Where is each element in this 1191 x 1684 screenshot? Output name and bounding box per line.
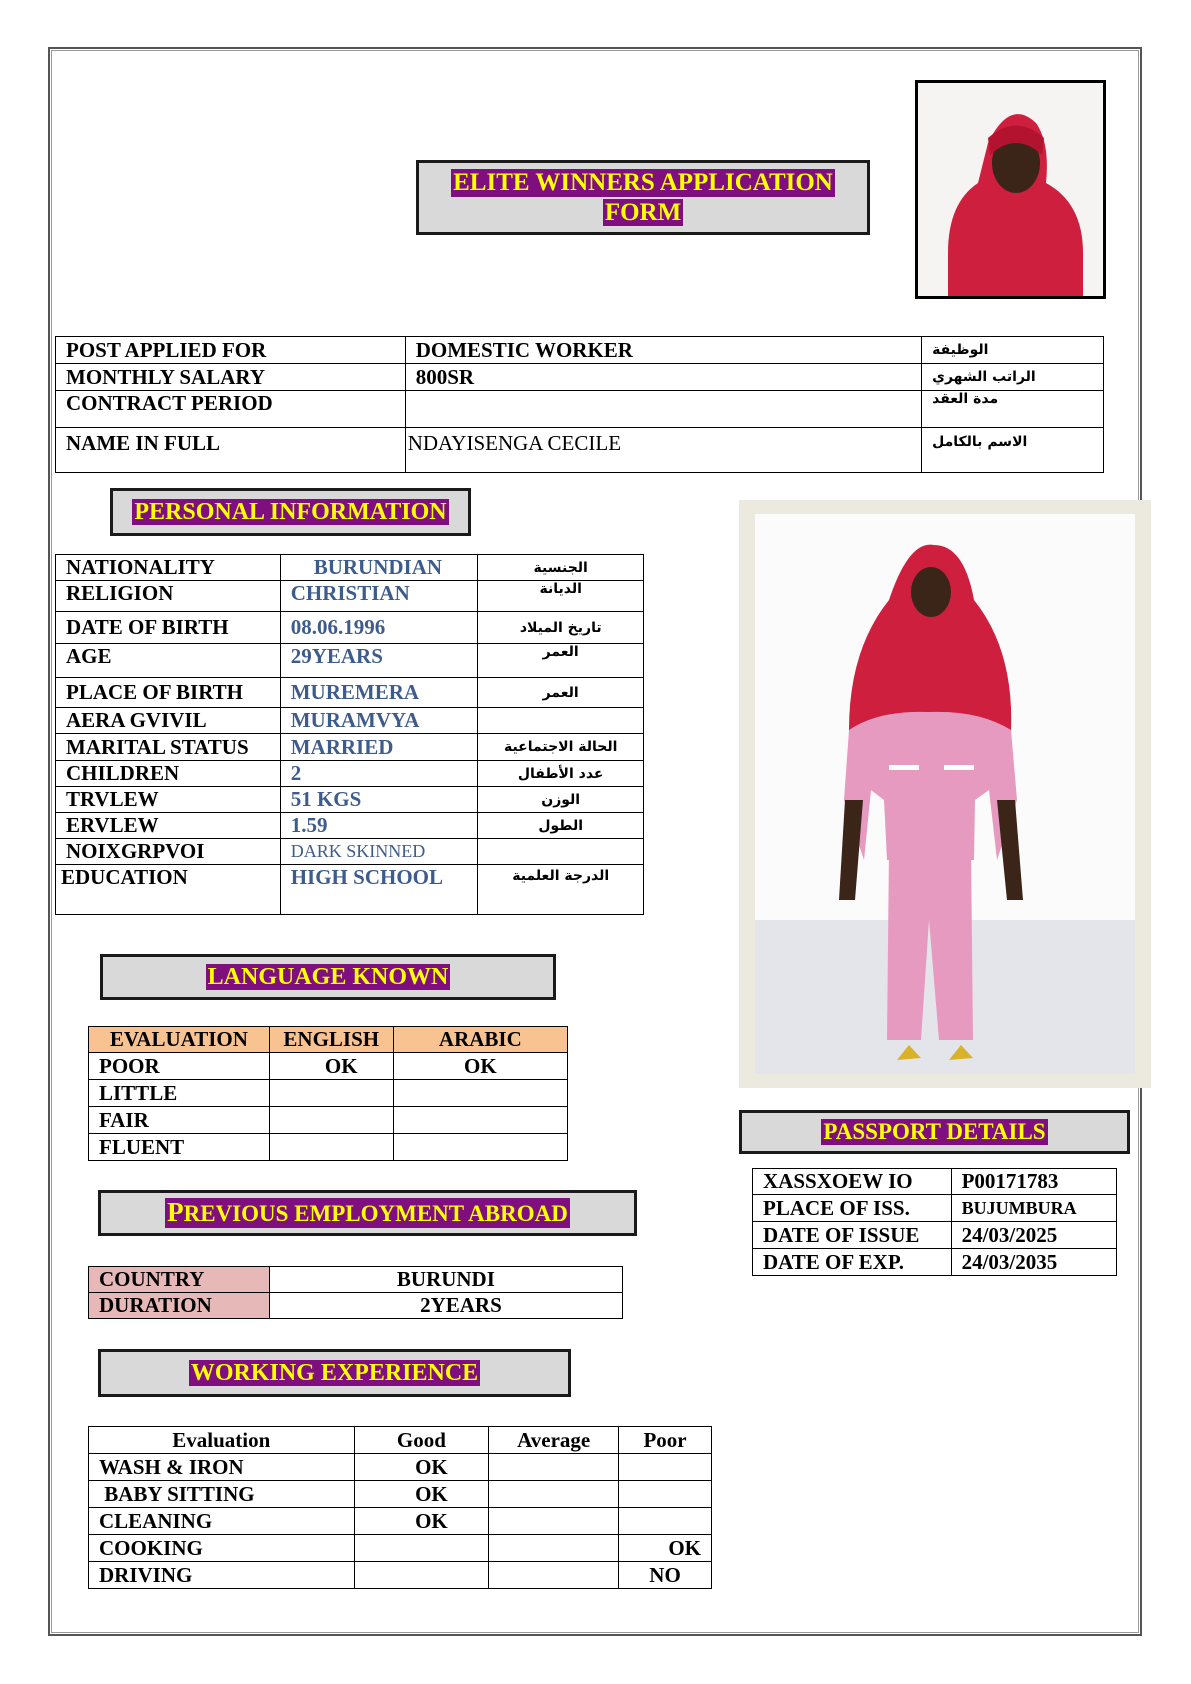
table-row [56, 644, 644, 678]
cell-value [619, 1508, 712, 1535]
cell-arabic [478, 708, 644, 734]
previous-employment-heading-text [165, 1198, 570, 1228]
cell-value: 1.59 [280, 813, 478, 839]
previous-employment-heading [98, 1190, 637, 1236]
table-row [56, 839, 644, 865]
cell-value: 800SR [405, 364, 921, 391]
cell-value: 24/03/2035 [951, 1249, 1116, 1276]
passport-details-heading-text: PASSPORT DETAILS [823, 1119, 1046, 1145]
table-row [56, 612, 644, 644]
cell-value: 51 KGS [280, 787, 478, 813]
cell-value: BUJUMBURA [951, 1195, 1116, 1222]
table-row [56, 708, 644, 734]
cell-label: MONTHLY SALARY [56, 364, 406, 391]
table-row [56, 428, 1104, 473]
cell-label: DATE OF BIRTH [56, 612, 281, 644]
cell-label: NOIXGRPVOI [56, 839, 281, 865]
table-row [89, 1562, 712, 1589]
personal-info-heading-text: PERSONAL INFORMATION [134, 498, 447, 525]
cell-value [393, 1134, 567, 1161]
table-row [89, 1535, 712, 1562]
cell-value [489, 1481, 619, 1508]
cell-label: MARITAL STATUS [56, 734, 281, 761]
cell-label: CONTRACT PERIOD [56, 391, 406, 428]
cell-value: OK [354, 1481, 489, 1508]
table-row [56, 555, 644, 581]
full-body-photo [739, 500, 1151, 1088]
cell-label: FLUENT [89, 1134, 270, 1161]
personal-info-table [55, 554, 644, 915]
cell-label: AGE [56, 644, 281, 678]
header-cell: Average [489, 1427, 619, 1454]
heading-initial: P [167, 1197, 184, 1228]
cell-value: MURAMVYA [280, 708, 478, 734]
cell-value [269, 1134, 393, 1161]
table-row [56, 813, 644, 839]
table-row [56, 761, 644, 787]
cell-arabic: الاسم بالكامل [922, 428, 1104, 473]
cell-arabic: الطول [478, 813, 644, 839]
table-row [753, 1195, 1117, 1222]
cell-label: BABY SITTING [89, 1481, 355, 1508]
cell-label: NATIONALITY [56, 555, 281, 581]
cell-value: 2 [280, 761, 478, 787]
cell-label: ERVLEW [56, 813, 281, 839]
cell-value: HIGH SCHOOL [280, 865, 478, 915]
cell-arabic: الحالة الاجتماعية [478, 734, 644, 761]
cell-value [489, 1562, 619, 1589]
table-row [89, 1508, 712, 1535]
table-row [753, 1222, 1117, 1249]
cell-label: DRIVING [89, 1562, 355, 1589]
title-line-2: FORM [604, 198, 682, 226]
previous-employment-table [88, 1266, 623, 1319]
personal-info-heading [110, 488, 471, 536]
cell-label: POST APPLIED FOR [56, 337, 406, 364]
cell-value: OK [393, 1053, 567, 1080]
cell-value [269, 1080, 393, 1107]
cell-value [393, 1107, 567, 1134]
cell-value: BURUNDI [269, 1267, 622, 1293]
cell-value: BURUNDIAN [280, 555, 478, 581]
table-row [56, 391, 1104, 428]
table-row [56, 581, 644, 612]
cell-label: AERA GVIVIL [56, 708, 281, 734]
cell-label: XASSXOEW IO [753, 1169, 952, 1195]
cell-value: OK [269, 1053, 393, 1080]
cell-label: DURATION [89, 1293, 270, 1319]
cell-arabic: الوزن [478, 787, 644, 813]
cell-arabic: العمر [478, 644, 644, 678]
header-cell: ARABIC [393, 1027, 567, 1053]
cell-value: OK [354, 1454, 489, 1481]
cell-label: EDUCATION [56, 865, 281, 915]
cell-label: WASH & IRON [89, 1454, 355, 1481]
cell-label: PLACE OF BIRTH [56, 678, 281, 708]
table-row [89, 1080, 568, 1107]
language-heading-text: LANGUAGE KNOWN [207, 963, 449, 990]
language-heading [100, 954, 556, 1000]
cell-value: OK [354, 1508, 489, 1535]
cell-arabic: مدة العقد [922, 391, 1104, 428]
cell-label: DATE OF EXP. [753, 1249, 952, 1276]
cell-value [405, 391, 921, 428]
cell-label: FAIR [89, 1107, 270, 1134]
cell-value: NO [619, 1562, 712, 1589]
header-cell: Poor [619, 1427, 712, 1454]
working-experience-heading-text: WORKING EXPERIENCE [190, 1359, 479, 1386]
top-info-table [55, 336, 1104, 473]
header-cell: ENGLISH [269, 1027, 393, 1053]
cell-value: CHRISTIAN [280, 581, 478, 612]
language-table [88, 1026, 568, 1161]
table-row [89, 1267, 623, 1293]
cell-arabic [478, 839, 644, 865]
cell-label: PLACE OF ISS. [753, 1195, 952, 1222]
cell-value: MUREMERA [280, 678, 478, 708]
cell-value: 29YEARS [280, 644, 478, 678]
cell-value: NDAYISENGA CECILE [405, 428, 921, 473]
headshot-photo [915, 80, 1106, 299]
cell-label: LITTLE [89, 1080, 270, 1107]
header-cell: EVALUATION [89, 1027, 270, 1053]
cell-label: COOKING [89, 1535, 355, 1562]
cell-value: 24/03/2025 [951, 1222, 1116, 1249]
cell-value: 2YEARS [269, 1293, 622, 1319]
working-experience-table [88, 1426, 712, 1589]
cell-arabic: الديانة [478, 581, 644, 612]
cell-value [489, 1508, 619, 1535]
cell-arabic: الراتب الشهري [922, 364, 1104, 391]
table-row [56, 337, 1104, 364]
cell-arabic: الوظيفة [922, 337, 1104, 364]
cell-arabic: تاريخ الميلاد [478, 612, 644, 644]
title-banner [416, 160, 870, 235]
table-header-row [89, 1427, 712, 1454]
table-row [89, 1481, 712, 1508]
cell-label: POOR [89, 1053, 270, 1080]
cell-arabic: عدد الأطفال [478, 761, 644, 787]
table-row [56, 787, 644, 813]
cell-value [354, 1562, 489, 1589]
cell-value: MARRIED [280, 734, 478, 761]
table-row [753, 1249, 1117, 1276]
heading-rest: REVIOUS EMPLOYMENT ABROAD [183, 1201, 568, 1227]
table-row [56, 678, 644, 708]
cell-arabic: الجنسية [478, 555, 644, 581]
cell-value [489, 1454, 619, 1481]
cell-value: DARK SKINNED [280, 839, 478, 865]
title-line-1: ELITE WINNERS APPLICATION [453, 169, 833, 196]
header-cell: Good [354, 1427, 489, 1454]
cell-label: COUNTRY [89, 1267, 270, 1293]
cell-value [354, 1535, 489, 1562]
table-row [56, 865, 644, 915]
header-cell: Evaluation [89, 1427, 355, 1454]
table-row [89, 1293, 623, 1319]
working-experience-heading [98, 1349, 571, 1397]
table-row [89, 1107, 568, 1134]
cell-value: DOMESTIC WORKER [405, 337, 921, 364]
cell-arabic: العمر [478, 678, 644, 708]
cell-label: DATE OF ISSUE [753, 1222, 952, 1249]
cell-label: TRVLEW [56, 787, 281, 813]
table-row [56, 364, 1104, 391]
cell-value: 08.06.1996 [280, 612, 478, 644]
cell-value [619, 1454, 712, 1481]
cell-arabic: الدرجة العلمية [478, 865, 644, 915]
table-row [753, 1169, 1117, 1195]
cell-value [619, 1481, 712, 1508]
cell-label: CLEANING [89, 1508, 355, 1535]
table-row [89, 1053, 568, 1080]
table-header-row [89, 1027, 568, 1053]
cell-value [393, 1080, 567, 1107]
cell-value: OK [619, 1535, 712, 1562]
cell-label: RELIGION [56, 581, 281, 612]
cell-label: NAME IN FULL [56, 428, 406, 473]
cell-label: CHILDREN [56, 761, 281, 787]
cell-value: P00171783 [951, 1169, 1116, 1195]
passport-details-table [752, 1168, 1117, 1276]
table-row [89, 1454, 712, 1481]
table-row [56, 734, 644, 761]
table-row [89, 1134, 568, 1161]
cell-value [489, 1535, 619, 1562]
cell-value [269, 1107, 393, 1134]
passport-details-heading [739, 1110, 1130, 1154]
